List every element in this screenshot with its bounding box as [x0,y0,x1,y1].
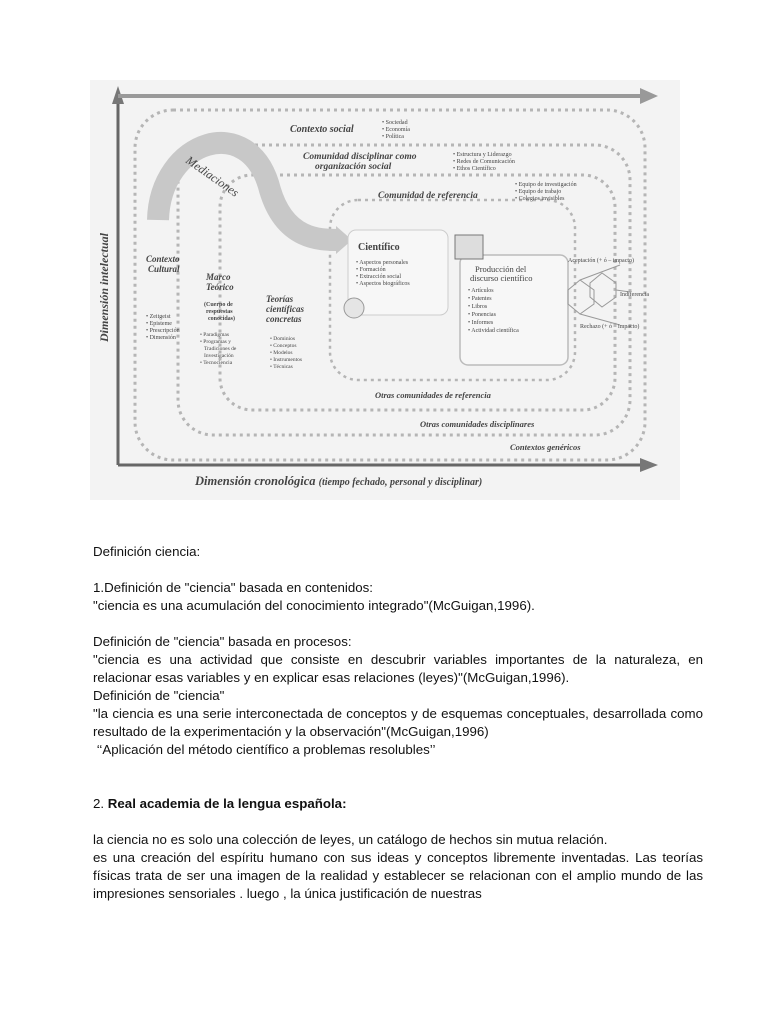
produccion-item: • Artículos [468,288,494,294]
svg-text:(Cuerpo derespuestasconocidas): (Cuerpo de respuestas conocidas) [204,302,235,322]
indiferencia-label: Indiferencia [620,292,649,298]
comunidad-disciplinar-item: • Ethos Científico [453,166,496,172]
mediaciones-label: Mediaciones [183,152,242,200]
contexto-social-item: • Economía [382,127,410,133]
teorias-item: • Instrumentos [270,357,303,363]
axis-horizontal-label: Dimensión cronológica (tiempo fechado, personal y disciplinar) [195,474,483,488]
contexto-cultural-item: • Episteme [146,321,172,327]
contexto-social-label: Contexto social [290,124,354,135]
cientifico-item: • Formación [356,267,386,273]
scientist-illustration-icon [344,298,364,318]
teorias-item: • Técnicas [270,364,293,370]
contexto-cultural-label: Contexto Cultural [146,254,180,274]
contexto-social-item: • Política [382,134,404,140]
def2-title: Definición de "ciencia" basada en procesos: [93,634,352,649]
otras-comunidades-disciplinares-label: Otras comunidades disciplinares [420,419,535,429]
axis-vertical-label: Dimensión intelectual [97,232,111,342]
otras-comunidades-referencia-label: Otras comunidades de referencia [375,390,491,400]
aceptacion-label: Aceptación (+ ó – impacto) [568,258,635,264]
comunidad-disciplinar-item: • Redes de Comunicación [453,159,515,165]
contexto-cultural-item: • Prescripción [146,328,180,334]
marco-teorico-item: • Paradigmas [200,332,229,338]
def3-quote: ‘‘Aplicación del método científico a problemas resolubles’’ [93,742,436,757]
heading: Definición ciencia: [93,544,201,559]
contexto-cultural-item: • Dimensión [146,335,176,341]
rechazo-label: Rechazo (+ ó – impacto) [580,324,640,330]
document-body [93,543,703,903]
comunidad-referencia-item: • Equipo de investigación [515,182,577,188]
rae-heading: 2. Real academia de la lengua española: [93,796,347,811]
contexto-cultural-item: • Zeitgeist [146,314,171,320]
rae-line1: la ciencia no es solo una colección de leyes, un catálogo de hechos sin mutua relación. [93,832,608,847]
teorias-item: • Modelos [270,350,293,356]
contexto-social-item: • Sociedad [382,120,408,126]
comunidad-disciplinar-item: • Estructura y Liderazgo [453,152,512,158]
teorias-item: • Dominios [270,336,295,342]
comunidad-referencia-item: • Equipo de trabajo [515,189,562,195]
marco-teorico-label: Marco Teórico [206,272,234,292]
marco-teorico-item: • Tecnociencia [200,360,233,366]
comunidad-referencia-label: Comunidad de referencia [378,191,478,201]
def2-body: "ciencia es una actividad que consiste en descubrir variables importantes de la naturaleza, en relacionar esas variables y en explicar esas relaciones (leyes)"(McGuigan,1996). [93,652,703,685]
cientifico-item: • Aspectos biográficos [356,281,410,287]
def1-body: "ciencia es una acumulación del conocimiento integrado"(McGuigan,1996). [93,598,535,613]
teorias-item: • Conceptos [270,343,297,349]
produccion-item: • Ponencias [468,312,496,318]
comunidad-disciplinar-label: Comunidad disciplinar como organización social [303,152,417,172]
def3-title: Definición de "ciencia" [93,688,225,703]
marco-teorico-item: • Programas y [200,339,231,345]
def1-title: 1.Definición de "ciencia" basada en contenidos: [93,580,373,595]
marco-teorico-item: Investigación [204,353,234,359]
produccion-item: • Informes [468,320,494,326]
cientifico-label: Científico [358,242,400,253]
produccion-item: • Actividad científica [468,328,519,334]
rae-body: es una creación del espíritu humano con sus ideas y conceptos libremente inventadas. Las teorías físicas trata de ser una imagen de la realidad y establecer se relacionan con el amplio mundo de las impresiones sensoriales . luego , la única justificación de nuestras [93,850,703,901]
cientifico-item: • Extracción social [356,274,402,280]
comunidad-referencia-item: • Colegios invisibles [515,196,565,202]
produccion-label: Producción del discurso científico [470,264,533,283]
cientifico-item: • Aspectos personales [356,260,409,266]
produccion-item: • Patentes [468,296,492,302]
teorias-label: Teorías científicas concretas [266,294,304,324]
document-icon [455,235,483,259]
science-diagram [90,80,680,500]
contextos-genericos-label: Contextos genéricos [510,442,581,452]
produccion-item: • Libros [468,304,488,310]
marco-teorico-item: Tradiciones de [204,346,237,352]
rae-title: Real academia de la lengua española: [107,796,347,811]
def3-body: "la ciencia es una serie interconectada de conceptos y de esquemas conceptuales, desarrollada como resultado de la experimentación y la observación"(McGuigan,1996) [93,706,703,739]
